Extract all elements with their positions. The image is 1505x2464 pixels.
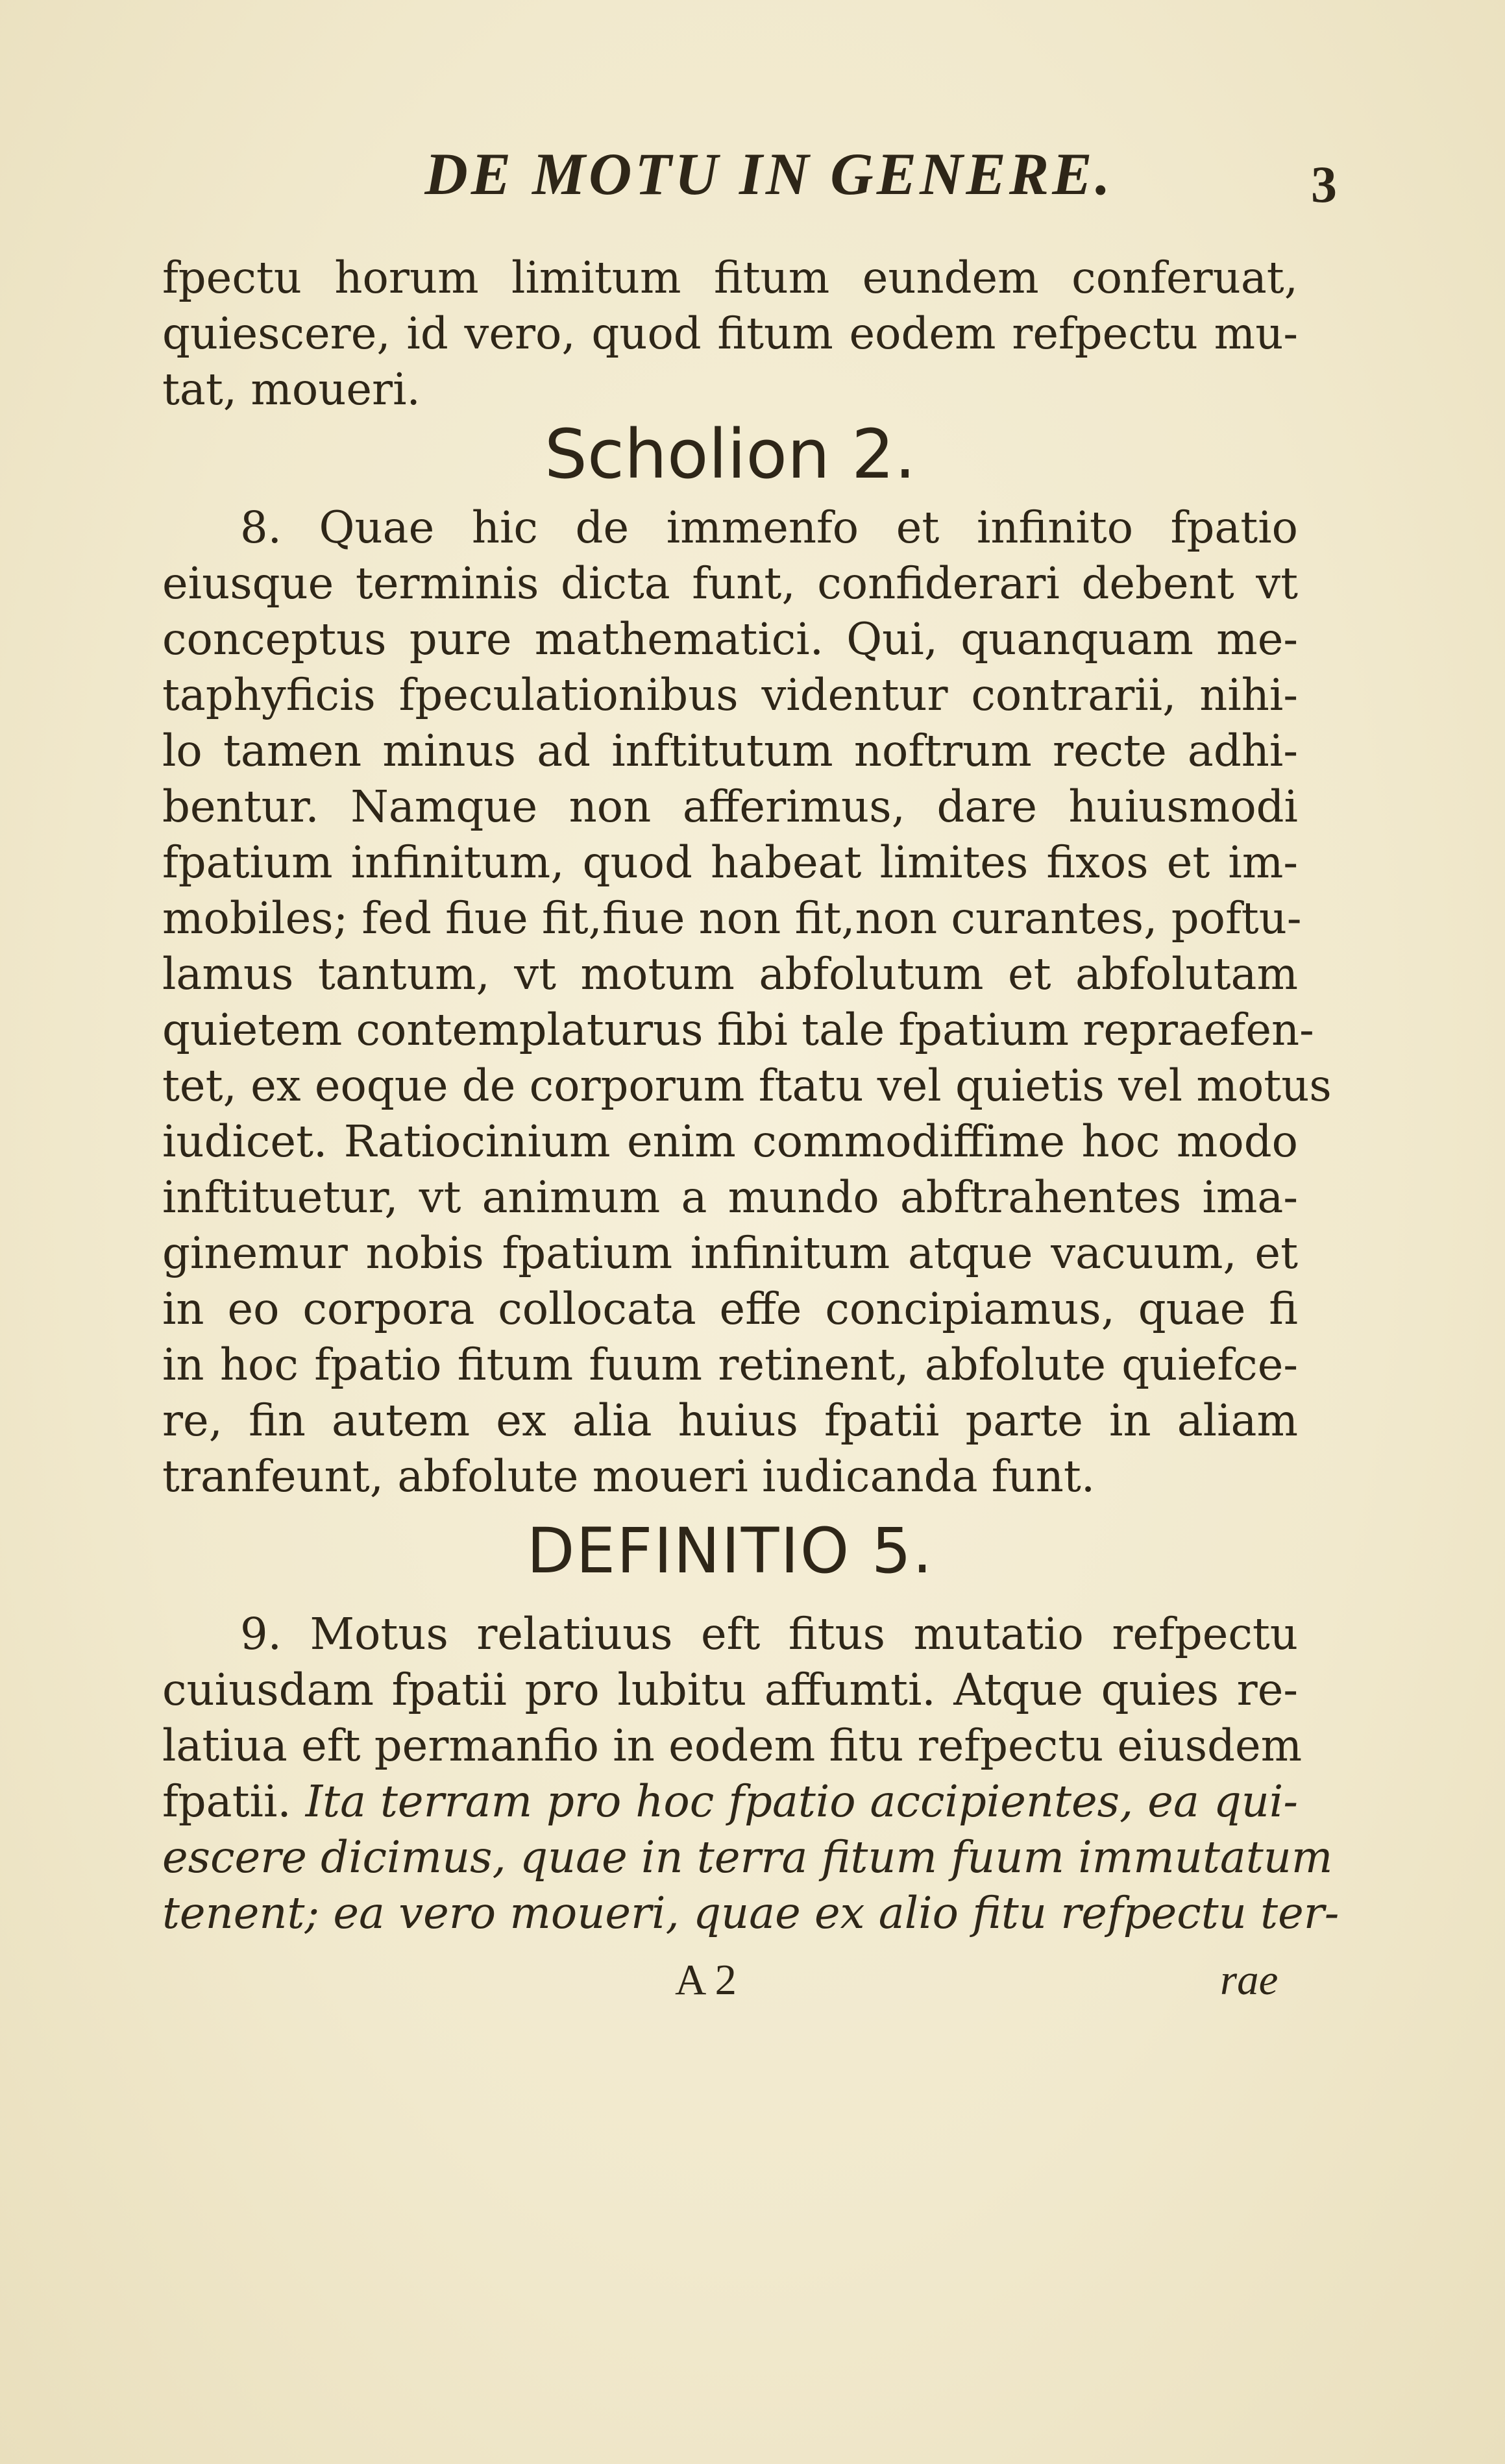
text-line: quietem contemplaturus fibi tale fpatium repraefen- <box>162 1005 1314 1055</box>
paragraph-2 <box>162 500 1332 1504</box>
text-line-mixed <box>162 1774 1298 1829</box>
paragraph-3 <box>162 1606 1340 1941</box>
text-line: iudicet. Ratiocinium enim commodiffime hoc modo <box>162 1116 1298 1167</box>
text-line: taphyficis fpeculationibus videntur contrarii, nihi- <box>162 670 1298 720</box>
text-italic: Ita terram pro hoc fpatio accipientes, ea qui- <box>305 1776 1298 1827</box>
text-roman: fpatii. <box>162 1776 291 1827</box>
catchword: rae <box>1220 1956 1279 2004</box>
text-line: cuiusdam fpatii pro lubitu affumti. Atque quies re- <box>162 1665 1298 1715</box>
text-line: eiusque terminis dicta funt, confiderari debent vt <box>162 558 1298 609</box>
signature-mark: A 2 <box>675 1956 737 2004</box>
text-line: in eo corpora collocata effe concipiamus, quae fi <box>162 1284 1298 1334</box>
text-line: mobiles; fed fiue fit,fiue non fit,non curantes, poftu- <box>162 893 1302 944</box>
scholion-heading: Scholion 2. <box>544 415 916 494</box>
text-line: lo tamen minus ad inftitutum noftrum recte adhi- <box>162 726 1298 776</box>
text-line: latiua eft permanfio in eodem fitu refpectu eiusdem <box>162 1720 1303 1771</box>
text-line-italic: escere dicimus, quae in terra fitum fuum immutatum <box>162 1832 1333 1883</box>
text-line: fpatium infinitum, quod habeat limites fixos et im- <box>162 837 1298 888</box>
page-number: 3 <box>1311 156 1337 213</box>
text-line: re, fin autem ex alia huius fpatii parte in aliam <box>162 1395 1298 1446</box>
text-line: 8. Quae hic de immenfo et infinito fpatio <box>240 502 1298 553</box>
text-line: 9. Motus relatiuus eft fitus mutatio refpectu <box>240 1609 1298 1659</box>
definitio-heading: DEFINITIO 5. <box>526 1515 934 1587</box>
running-title: DE MOTU IN GENERE. <box>424 141 1114 207</box>
text-line: in hoc fpatio fitum fuum retinent, abfolute quiefce- <box>162 1339 1298 1390</box>
text-line: lamus tantum, vt motum abfolutum et abfolutam <box>162 949 1298 999</box>
text-line: tranfeunt, abfolute moueri iudicanda funt. <box>162 1451 1095 1502</box>
text-line: fpectu horum limitum fitum eundem conferuat, <box>162 252 1298 303</box>
text-line: tat, moueri. <box>162 364 421 415</box>
text-line: tet, ex eoque de corporum ftatu vel quietis vel motus <box>162 1060 1332 1111</box>
text-line: bentur. Namque non afferimus, dare huiusmodi <box>162 781 1298 832</box>
text-line: inftituetur, vt animum a mundo abftrahentes ima- <box>162 1172 1298 1223</box>
text-line: ginemur nobis fpatium infinitum atque vacuum, et <box>162 1228 1298 1278</box>
text-line: conceptus pure mathematici. Qui, quanquam me- <box>162 614 1298 665</box>
text-line: quiescere, id vero, quod fitum eodem refpectu mu- <box>162 308 1298 359</box>
text-line-italic: tenent; ea vero moueri, quae ex alio fitu refpectu ter- <box>162 1888 1340 1938</box>
paragraph-1 <box>162 250 1298 417</box>
